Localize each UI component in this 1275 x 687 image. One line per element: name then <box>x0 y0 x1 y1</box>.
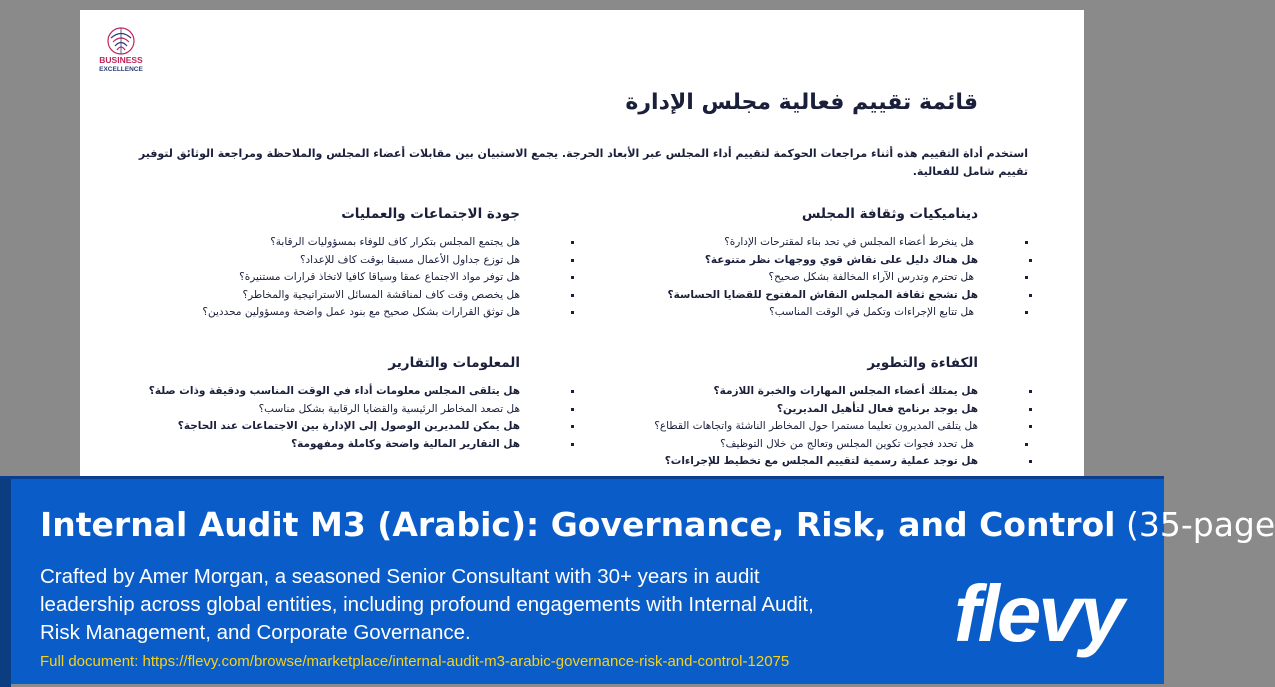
banner-description: Crafted by Amer Morgan, a seasoned Senior Consultant with 30+ years in audit leadership across global entities, including profound engagements with Internal Audit, Risk Management, and Corporate Governance. <box>40 565 814 644</box>
intro-paragraph: استخدم أداة التقييم هذه أثناء مراجعات الحوكمة لتقييم أداء المجلس عبر الأبعاد الحرجة. يجمع الاستبيان بين مقابلات أعضاء المجلس والملاحظة ومراجعة الوثائق لتوفير تقييم شامل للفعالية. <box>138 147 1028 178</box>
checklist-item: هل تحترم وتدرس الآراء المخالفة بشكل صحيح؟ <box>594 269 990 287</box>
section-board-dynamics <box>594 206 994 322</box>
checklist-item: هل ينخرط أعضاء المجلس في تحد بناء لمقترحات الإدارة؟ <box>594 234 990 252</box>
checklist-item: هل هناك دليل على نقاش قوي ووجهات نظر متنوعة؟ <box>594 252 994 270</box>
checklist-item: هل يتلقى المجلس معلومات أداء في الوقت المناسب ودقيقة وذات صلة؟ <box>136 383 536 401</box>
checklist-item: هل يخصص وقت كاف لمناقشة المسائل الاستراتيجية والمخاطر؟ <box>136 287 536 305</box>
section-heading: ديناميكيات وثقافة المجلس <box>801 206 978 222</box>
checklist-item: هل توجد عملية رسمية لتقييم المجلس مع تخطيط للإجراءات؟ <box>594 453 994 471</box>
checklist-item: هل تتابع الإجراءات وتكمل في الوقت المناسب؟ <box>594 304 990 322</box>
checklist-item: هل تشجع ثقافة المجلس النقاش المفتوح للقضايا الحساسة؟ <box>594 287 994 305</box>
flevy-logo <box>950 569 1150 658</box>
checklist-item: هل يجتمع المجلس بتكرار كاف للوفاء بمسؤوليات الرقابة؟ <box>136 234 536 252</box>
banner-title-suffix: (35-page <box>1125 505 1275 544</box>
checklist-item: هل تحدد فجوات تكوين المجلس وتعالج من خلال التوظيف؟ <box>594 436 990 454</box>
checklist-item: هل يمكن للمديرين الوصول إلى الإدارة بين الاجتماعات عند الحاجة؟ <box>136 418 536 436</box>
banner-title-main: Internal Audit M3 (Arabic): Governance, Risk, and Control <box>40 505 1116 544</box>
checklist-item: هل تصعد المخاطر الرئيسية والقضايا الرقابية بشكل مناسب؟ <box>136 401 536 419</box>
document-page <box>80 10 1084 476</box>
full-document-link[interactable]: Full document: https://flevy.com/browse/marketplace/internal-audit-m3-arabic-governance-risk-and-control-12075 <box>40 653 790 670</box>
banner-title <box>40 505 1275 544</box>
fingerprint-globe-icon <box>106 26 136 56</box>
section-meeting-quality <box>136 206 536 322</box>
section-competence-development <box>594 355 994 471</box>
document-title: قائمة تقييم فعالية مجلس الإدارة <box>625 90 978 115</box>
section-heading: جودة الاجتماعات والعمليات <box>341 206 520 222</box>
business-excellence-logo <box>94 26 148 74</box>
logo-line-1: BUSINESS <box>99 55 143 65</box>
checklist-item: هل يتلقى المديرون تعليما مستمرا حول المخاطر الناشئة واتجاهات القطاع؟ <box>594 418 994 436</box>
flevy-wordmark: flevy <box>954 569 1122 658</box>
checklist-item: هل يمتلك أعضاء المجلس المهارات والخبرة اللازمة؟ <box>594 383 994 401</box>
section-information-reporting <box>136 355 536 453</box>
checklist-item: هل توزع جداول الأعمال مسبقا بوقت كاف للإعداد؟ <box>136 252 536 270</box>
logo-line-2: EXCELLENCE <box>99 66 143 73</box>
section-heading: الكفاءة والتطوير <box>867 355 978 371</box>
promo-banner <box>0 476 1275 684</box>
checklist-item: هل يوجد برنامج فعال لتأهيل المديرين؟ <box>594 401 994 419</box>
checklist-item: هل التقارير المالية واضحة وكاملة ومفهومة؟ <box>136 436 536 454</box>
banner-accent-bar <box>0 479 11 687</box>
section-heading: المعلومات والتقارير <box>388 355 520 371</box>
checklist-item: هل توفر مواد الاجتماع عمقا وسياقا كافيا لاتخاذ قرارات مستنيرة؟ <box>136 269 536 287</box>
checklist-item: هل توثق القرارات بشكل صحيح مع بنود عمل واضحة ومسؤولين محددين؟ <box>136 304 536 322</box>
